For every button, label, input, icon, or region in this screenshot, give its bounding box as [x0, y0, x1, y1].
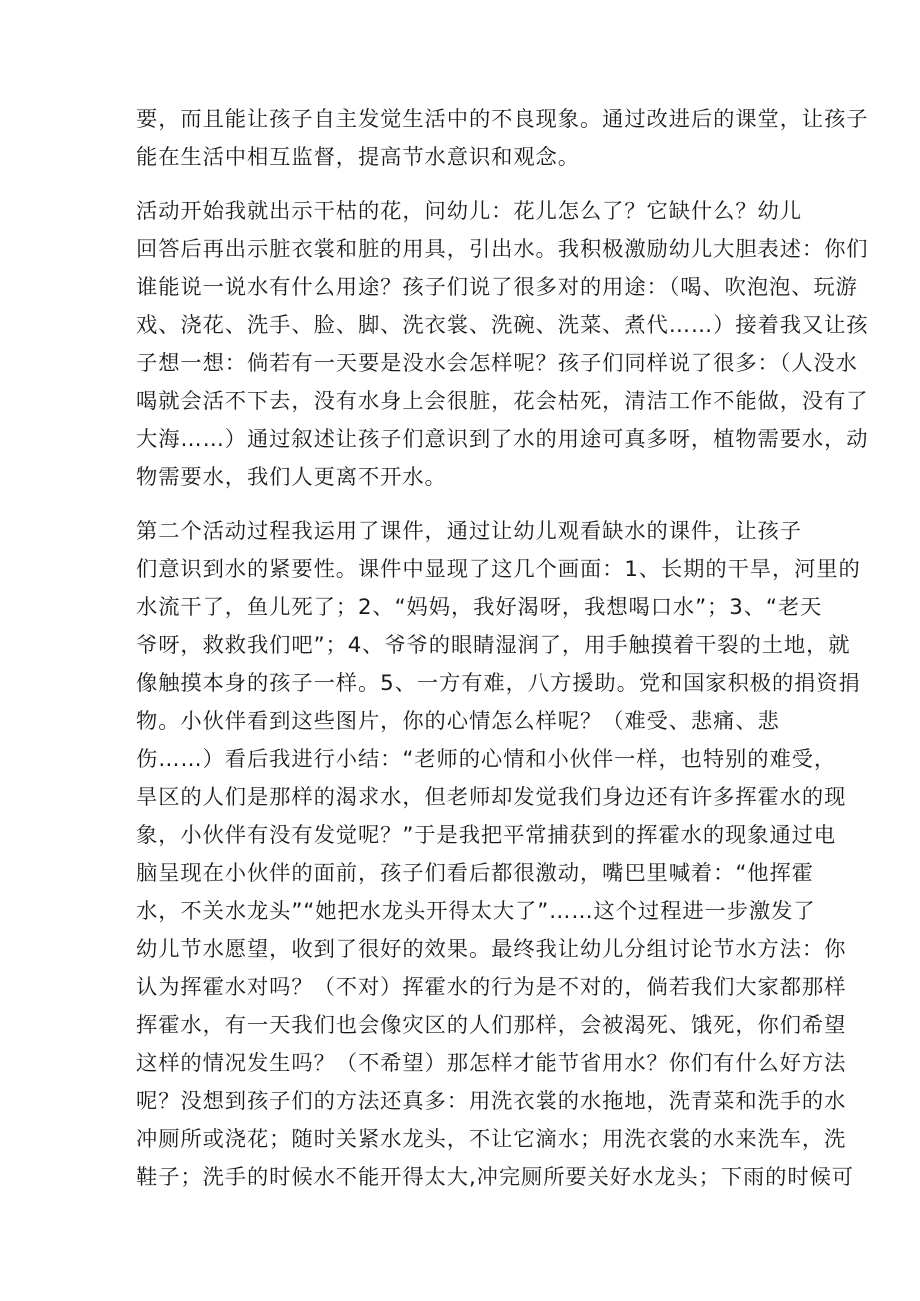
text-line: 活动开始我就出示干枯的花，问幼儿：花儿怎么了？它缺什么？幼儿 [136, 199, 802, 224]
text-line: 挥霍水，有一天我们也会像灾区的人们那样，会被渴死、饿死，你们希望 [136, 1013, 847, 1038]
text-line: 脑呈现在小伙伴的面前，孩子们看后都很激动，嘴巴里喊着：“他挥霍 [136, 861, 814, 886]
text-line: 物。小伙伴看到这些图片，你的心情怎么样呢？（难受、悲痛、悲 [136, 709, 780, 734]
text-line: 冲厕所或浇花；随时关紧水龙头，不让它滴水；用洗衣裳的水来洗车，洗 [136, 1127, 847, 1152]
text-line: 象，小伙伴有没有发觉呢？”于是我把平常捕获到的挥霍水的现象通过电 [136, 823, 837, 848]
text-line: 这样的情况发生吗？（不希望）那怎样才能节省用水？你们有什么好方法 [136, 1051, 847, 1076]
text-line: 伤……）看后我进行小结：“老师的心情和小伙伴一样，也特别的难受， [136, 747, 837, 772]
text-line: 爷呀，救救我们吧”；4、爷爷的眼睛湿润了，用手触摸着干裂的土地，就 [136, 633, 851, 658]
text-line: 幼儿节水愿望，收到了很好的效果。最终我让幼儿分组讨论节水方法：你 [136, 937, 847, 962]
text-line: 戏、浇花、洗手、脸、脚、洗衣裳、洗碗、洗菜、煮代……）接着我又让孩 [136, 313, 869, 338]
text-line: 水，不关水龙头”“她把水龙头开得太大了”……这个过程进一步激发了 [136, 899, 816, 924]
text-line: 们意识到水的紧要性。课件中显现了这几个画面：1、长期的干旱，河里的 [136, 557, 861, 582]
text-line: 鞋子；洗手的时候水不能开得太大,冲完厕所要关好水龙头；下雨的时候可 [136, 1165, 854, 1190]
text-line: 大海……）通过叙述让孩子们意识到了水的用途可真多呀，植物需要水，动 [136, 427, 869, 452]
text-line: 物需要水，我们人更离不开水。 [136, 465, 447, 490]
text-line: 像触摸本身的孩子一样。5、一方有难，八方援助。党和国家积极的捐资捐 [136, 671, 861, 696]
text-line: 水流干了，鱼儿死了；2、“妈妈，我好渴呀，我想喝口水”；3、“老天 [136, 595, 823, 620]
text-line: 要，而且能让孩子自主发觉生活中的不良现象。通过改进后的课堂，让孩子 [136, 107, 869, 132]
text-line: 旱区的人们是那样的渴求水，但老师却发觉我们身边还有许多挥霍水的现 [136, 785, 847, 810]
text-line: 能在生活中相互监督，提高节水意识和观念。 [136, 145, 580, 170]
text-line: 呢？没想到孩子们的方法还真多：用洗衣裳的水拖地，洗青菜和洗手的水 [136, 1089, 847, 1114]
text-line: 子想一想：倘若有一天要是没水会怎样呢？孩子们同样说了很多：（人没水 [136, 351, 858, 376]
text-line: 回答后再出示脏衣裳和脏的用具，引出水。我积极激励幼儿大胆表述：你们 [136, 237, 869, 262]
text-line: 谁能说一说水有什么用途？孩子们说了很多对的用途：（喝、吹泡泡、玩游 [136, 275, 858, 300]
text-line: 喝就会活不下去，没有水身上会很脏，花会枯死，清洁工作不能做，没有了 [136, 389, 869, 414]
text-line: 第二个活动过程我运用了课件，通过让幼儿观看缺水的课件，让孩子 [136, 519, 802, 544]
text-line: 认为挥霍水对吗？（不对）挥霍水的行为是不对的，倘若我们大家都那样 [136, 975, 847, 1000]
